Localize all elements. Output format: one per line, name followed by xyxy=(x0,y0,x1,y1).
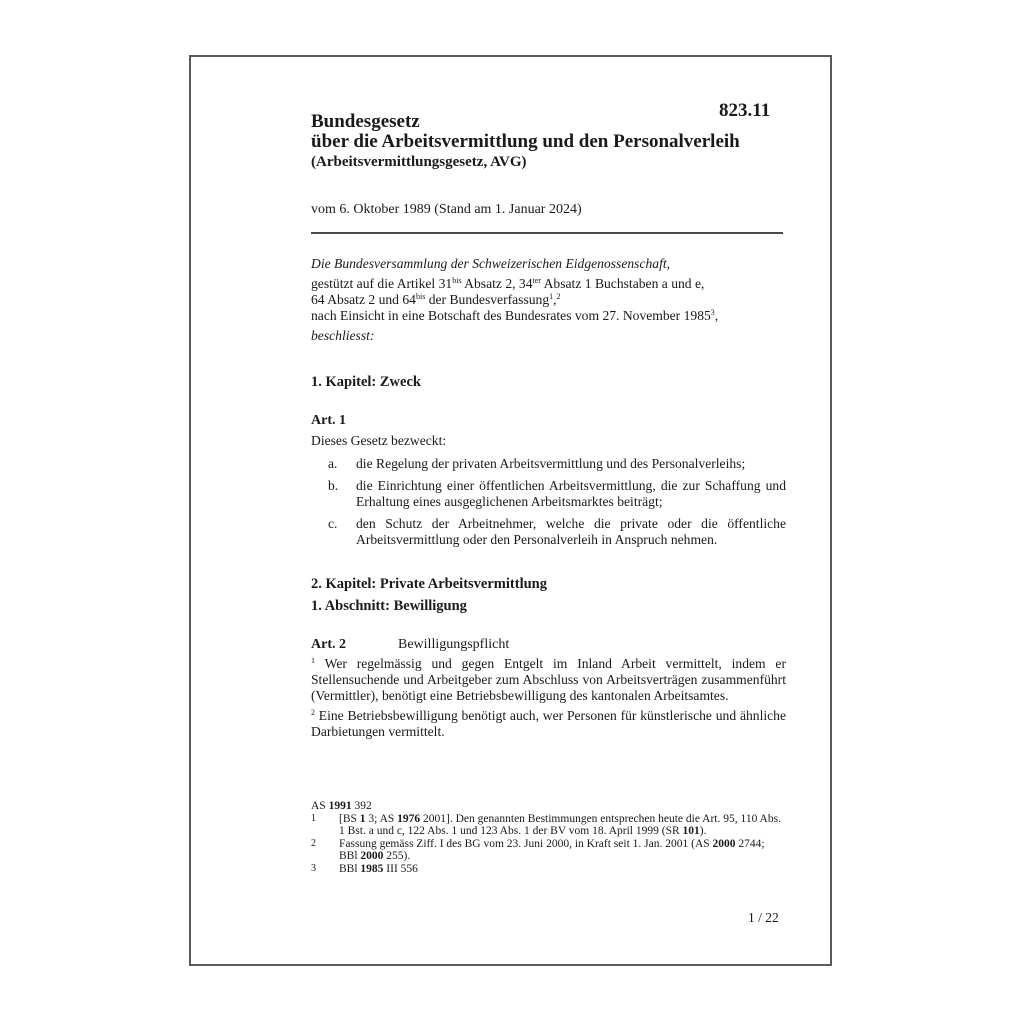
sr-number: 823.11 xyxy=(719,100,771,121)
text-span: Absatz 2, 34 xyxy=(461,276,533,291)
text-span: nach Einsicht in eine Botschaft des Bundesrates vom 27. November 1985 xyxy=(311,308,711,323)
text-span: 3; AS xyxy=(365,812,398,825)
footnote-number: 2 xyxy=(311,837,316,849)
text-span: 101 xyxy=(682,825,700,837)
paragraph-number: 1 xyxy=(311,656,315,665)
text-span: 392 xyxy=(351,800,372,812)
date-line: vom 6. Oktober 1989 (Stand am 1. Januar 2024) xyxy=(311,202,582,217)
preamble-basis-line-3 xyxy=(311,308,786,324)
footnote-text xyxy=(339,813,781,838)
list-item-label: c. xyxy=(328,516,338,531)
preamble-issuer: Die Bundesversammlung der Schweizerischen Eidgenossenschaft, xyxy=(311,256,671,271)
article-1-intro: Dieses Gesetz bezweckt: xyxy=(311,433,447,448)
footnote-1 xyxy=(311,813,781,838)
footnotes xyxy=(311,800,781,875)
text-span: 2000 xyxy=(712,837,736,850)
list-item-text: die Einrichtung einer öffentlichen Arbeitsvermittlung, die zur Schaffung und Erhaltung eines ausgeglichenen Arbeitsmarktes beiträgt; xyxy=(356,478,786,509)
article-2-paragraph-2 xyxy=(311,708,786,740)
text-span: ). xyxy=(699,825,707,837)
text-span: 1 xyxy=(359,812,366,825)
preamble-basis-line-2 xyxy=(311,292,786,308)
text-span: Fassung gemäss Ziff. I des BG vom 23. Juni 2000, in Kraft seit 1. Jan. 2001 (AS xyxy=(339,837,713,850)
footnote-2 xyxy=(311,838,781,863)
article-2-title: Bewilligungspflicht xyxy=(398,637,510,652)
paragraph-text: Wer regelmässig und gegen Entgelt im Inland Arbeit vermittelt, indem er Stellensuchende und Arbeitgeber zum Abschluss von Arbeitsverträgen zusammenführt (Vermittler), benötigt eine Betriebsbewilligung des kantonalen Arbeitsamtes. xyxy=(311,656,786,703)
superscript: ter xyxy=(532,276,541,285)
text-span: 64 Absatz 2 und 64 xyxy=(311,292,416,307)
chapter-2-heading: 2. Kapitel: Private Arbeitsvermittlung xyxy=(311,576,547,592)
footnote-text xyxy=(339,863,781,876)
footnote-text xyxy=(339,838,781,863)
text-span: 1985 xyxy=(360,862,384,875)
list-item xyxy=(311,516,786,548)
text-span: 255). xyxy=(383,850,411,862)
text-span: 2001]. Den genannten Bestimmungen entsprechen heute die Art. 95, 110 Abs. 1 Bst. a und c, 122 Abs. 1 und 123 Abs. 1 der BV vom 18. April 1999 (SR xyxy=(339,812,781,837)
superscript: bis xyxy=(415,292,426,301)
article-2-body xyxy=(311,656,786,744)
paragraph-text: Eine Betriebsbewilligung benötigt auch, wer Personen für künstlerische und ähnliche Darbietungen vermittelt. xyxy=(311,708,786,739)
article-1-label: Art. 1 xyxy=(311,413,346,428)
short-title: (Arbeitsvermittlungsgesetz, AVG) xyxy=(311,154,527,170)
section-1-heading: 1. Abschnitt: Bewilligung xyxy=(311,598,467,614)
superscript: bis xyxy=(452,276,462,285)
text-span: [BS xyxy=(339,812,360,825)
article-2-heading xyxy=(311,637,509,653)
list-item-label: b. xyxy=(328,478,339,493)
document-title xyxy=(311,112,740,152)
list-item-text: den Schutz der Arbeitnehmer, welche die private oder die öffentliche Arbeitsvermittlung oder den Personalverleih in Anspruch nehmen. xyxy=(356,516,786,547)
preamble xyxy=(311,256,786,344)
text-span: III 556 xyxy=(383,862,418,875)
preamble-basis-line-1 xyxy=(311,276,786,292)
footnote-3 xyxy=(311,863,781,876)
text-span: 1976 xyxy=(397,812,421,825)
text-span: AS xyxy=(311,800,329,812)
preamble-decision: beschliesst: xyxy=(311,328,375,343)
text-span: , xyxy=(553,292,557,307)
text-span: Absatz 1 Buchstaben a und e, xyxy=(540,276,705,291)
text-span: 2744; BBl xyxy=(339,837,765,862)
text-span: , xyxy=(714,308,719,323)
list-item xyxy=(311,456,786,472)
page-number: 1 / 22 xyxy=(748,910,779,925)
title-line-2: über die Arbeitsvermittlung und den Personalverleih xyxy=(311,131,740,152)
header-divider xyxy=(311,232,783,234)
text-span: 1991 xyxy=(328,800,352,812)
text-span: der Bundesverfassung xyxy=(425,292,550,307)
chapter-1-heading: 1. Kapitel: Zweck xyxy=(311,374,421,390)
text-span: gestützt auf die Artikel 31 xyxy=(311,276,453,291)
text-span: 2000 xyxy=(360,850,384,862)
footnote-number: 3 xyxy=(311,862,316,874)
footnote-ref-1[interactable]: 1 xyxy=(549,292,554,301)
text-span: BBl xyxy=(339,862,361,875)
list-item xyxy=(311,478,786,510)
footnote-ref-3[interactable]: 3 xyxy=(710,308,715,317)
footnote-ref-2[interactable]: 2 xyxy=(556,292,561,301)
as-reference xyxy=(311,800,781,813)
article-2-paragraph-1 xyxy=(311,656,786,704)
list-item-text: die Regelung der privaten Arbeitsvermittlung und des Personalverleihs; xyxy=(356,456,746,471)
article-2-label: Art. 2 xyxy=(311,637,346,652)
list-item-label: a. xyxy=(328,456,338,471)
paragraph-number: 2 xyxy=(311,708,315,717)
title-line-1: Bundesgesetz xyxy=(311,111,420,132)
footnote-number: 1 xyxy=(311,812,316,824)
article-1-list xyxy=(311,456,786,554)
